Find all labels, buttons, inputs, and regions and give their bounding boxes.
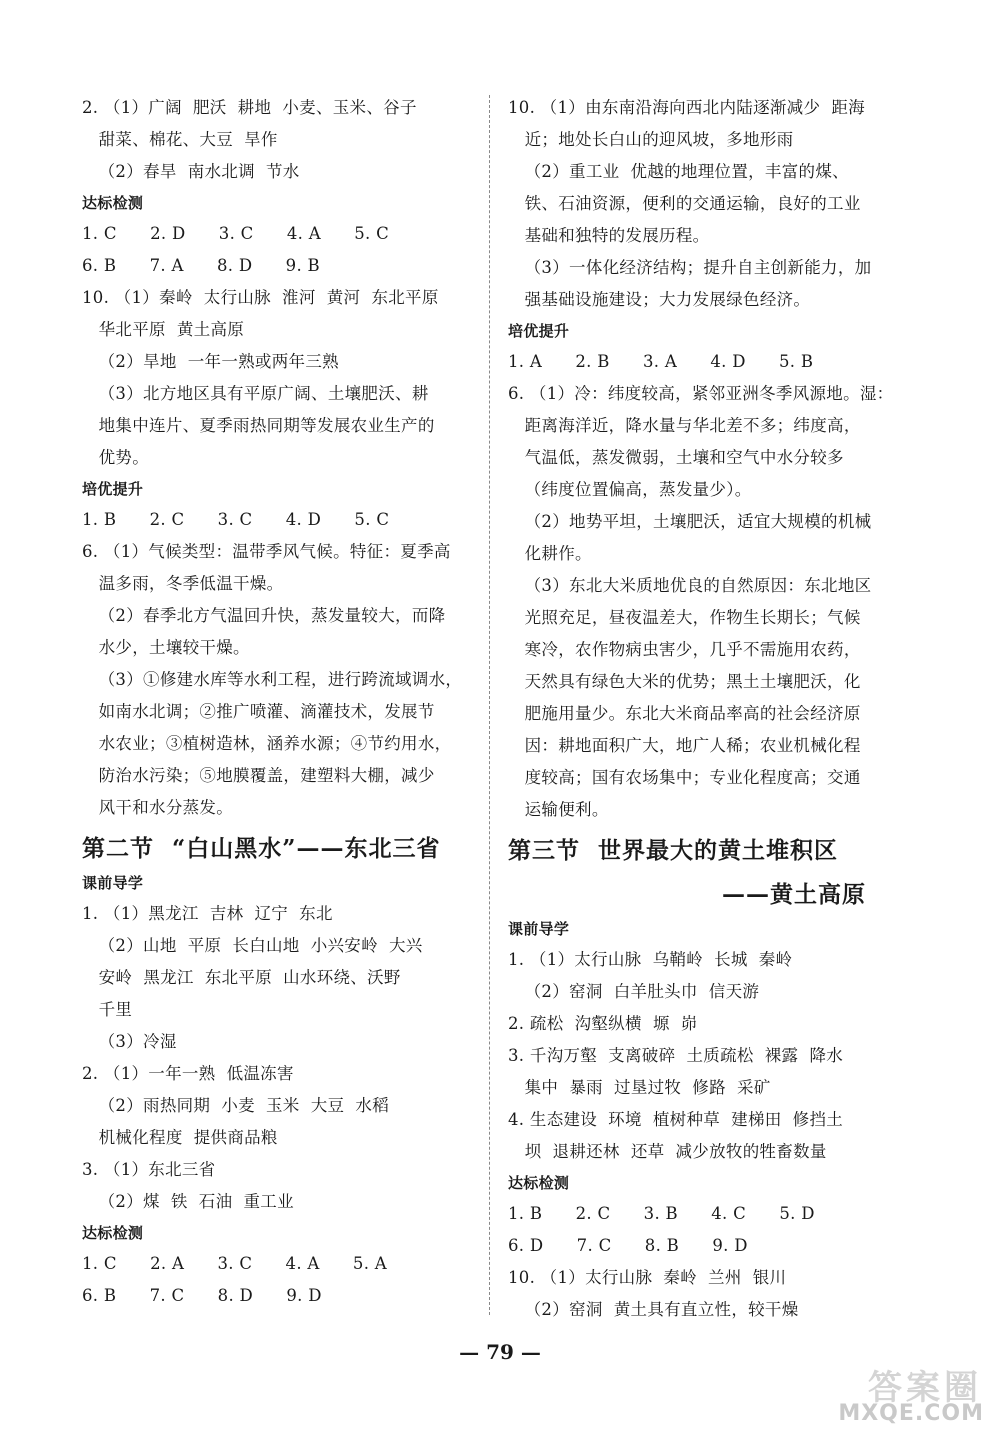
answer-line: 强基础设施建设；大力发展绿色经济。 bbox=[508, 290, 811, 309]
answer-line: （3）一体化经济结构；提升自主创新能力，加 bbox=[508, 258, 872, 277]
answer-line: （2）重工业 优越的地理位置，丰富的煤、 bbox=[508, 162, 849, 181]
subsection-heading: 达标检测 bbox=[82, 194, 144, 212]
answer-line: 因：耕地面积广大，地广人稀；农业机械化程 bbox=[508, 736, 861, 755]
answer-line: 温多雨，冬季低温干燥。 bbox=[82, 574, 284, 593]
page-number: — 79 — bbox=[459, 1340, 541, 1364]
answer-line: （2）山地 平原 长白山地 小兴安岭 大兴 bbox=[82, 936, 423, 955]
answer-line: 2. （1）一年一熟 低温冻害 bbox=[82, 1064, 294, 1083]
answer-line: 防治水污染；⑤地膜覆盖，建塑料大棚，减少 bbox=[82, 766, 435, 785]
answer-line: 10. （1）由东南沿海向西北内陆逐渐减少 距海 bbox=[508, 98, 865, 117]
left-column bbox=[82, 92, 476, 1312]
answer-line: （3）冷湿 bbox=[82, 1032, 177, 1051]
answer-line: 1. C 2. D 3. C 4. A 5. C bbox=[82, 224, 390, 243]
answer-line: 6. B 7. A 8. D 9. B bbox=[82, 256, 320, 275]
answer-line: 化耕作。 bbox=[508, 544, 592, 563]
right-column bbox=[508, 92, 906, 1326]
answer-line: 华北平原 黄土高原 bbox=[82, 320, 245, 339]
answer-line: 2. （1）广阔 肥沃 耕地 小麦、玉米、谷子 bbox=[82, 98, 417, 117]
answer-line: 距离海洋近，降水量与华北差不多；纬度高， bbox=[508, 416, 861, 435]
answer-line: （2）窑洞 黄土具有直立性，较干燥 bbox=[508, 1300, 799, 1319]
answer-line: （3）北方地区具有平原广阔、土壤肥沃、耕 bbox=[82, 384, 429, 403]
answer-line: 3. （1）东北三省 bbox=[82, 1160, 216, 1179]
answer-line: 2. 疏松 沟壑纵横 塬 峁 bbox=[508, 1014, 698, 1033]
answer-line: 运输便利。 bbox=[508, 800, 609, 819]
answer-line: 机械化程度 提供商品粮 bbox=[82, 1128, 278, 1147]
subsection-heading: 课前导学 bbox=[508, 920, 570, 938]
answer-line: 气温低，蒸发微弱，土壤和空气中水分较多 bbox=[508, 448, 844, 467]
answer-line: 1. C 2. A 3. C 4. A 5. A bbox=[82, 1254, 388, 1273]
answer-line: 光照充足，昼夜温差大，作物生长期长；气候 bbox=[508, 608, 861, 627]
answer-line: 6. （1）气候类型：温带季风气候。特征：夏季高 bbox=[82, 542, 451, 561]
watermark bbox=[810, 1360, 990, 1430]
answer-line: （2）春季北方气温回升快，蒸发量较大，而降 bbox=[82, 606, 446, 625]
answer-line: 水少，土壤较干燥。 bbox=[82, 638, 250, 657]
watermark-logo: 答案圈 bbox=[868, 1368, 982, 1408]
answer-line: 度较高；国有农场集中；专业化程度高；交通 bbox=[508, 768, 861, 787]
answer-line: 水农业；③植树造林，涵养水源；④节约用水， bbox=[82, 734, 452, 753]
subsection-heading: 培优提升 bbox=[82, 480, 144, 498]
answer-line: 6. B 7. C 8. D 9. D bbox=[82, 1286, 322, 1305]
answer-line: 1. B 2. C 3. C 4. D 5. C bbox=[82, 510, 390, 529]
answer-line: 风干和水分蒸发。 bbox=[82, 798, 234, 817]
answer-line: 甜菜、棉花、大豆 旱作 bbox=[82, 130, 278, 149]
answer-line: （2）煤 铁 石油 重工业 bbox=[82, 1192, 294, 1211]
section-title: 第三节 世界最大的黄土堆积区 bbox=[508, 837, 839, 864]
watermark-text: MXQE.COM bbox=[838, 1401, 984, 1426]
answer-line: 优势。 bbox=[82, 448, 150, 467]
answer-line: 4. 生态建设 环境 植树种草 建梯田 修挡土 bbox=[508, 1110, 844, 1129]
answer-line: 10. （1）太行山脉 秦岭 兰州 银川 bbox=[508, 1268, 787, 1287]
subsection-heading: 达标检测 bbox=[508, 1174, 570, 1192]
answer-line: （纬度位置偏高，蒸发量少）。 bbox=[508, 480, 752, 499]
answer-line: 肥施用量少。东北大米商品率高的社会经济原 bbox=[508, 704, 861, 723]
section-title-continued: ——黄土高原 bbox=[722, 881, 866, 908]
answer-line: （2）地势平坦，土壤肥沃，适宜大规模的机械 bbox=[508, 512, 872, 531]
answer-line: 寒冷，农作物病虫害少，几乎不需施用农药， bbox=[508, 640, 861, 659]
answer-line: 如南水北调；②推广喷灌、滴灌技术，发展节 bbox=[82, 702, 435, 721]
answer-line: 1. （1）太行山脉 乌鞘岭 长城 秦岭 bbox=[508, 950, 793, 969]
answer-line: 集中 暴雨 过垦过牧 修路 采矿 bbox=[508, 1078, 771, 1097]
answer-line: 1. B 2. C 3. B 4. C 5. D bbox=[508, 1204, 815, 1223]
answer-line: （2）春旱 南水北调 节水 bbox=[82, 162, 300, 181]
subsection-heading: 培优提升 bbox=[508, 322, 570, 340]
answer-line: 3. 千沟万壑 支离破碎 土质疏松 裸露 降水 bbox=[508, 1046, 844, 1065]
answer-line: （2）雨热同期 小麦 玉米 大豆 水稻 bbox=[82, 1096, 389, 1115]
answer-line: 天然具有绿色大米的优势；黑土土壤肥沃，化 bbox=[508, 672, 861, 691]
answer-line: 1. （1）黑龙江 吉林 辽宁 东北 bbox=[82, 904, 333, 923]
answer-line: （3）东北大米质地优良的自然原因：东北地区 bbox=[508, 576, 872, 595]
answer-line: 地集中连片、夏季雨热同期等发展农业生产的 bbox=[82, 416, 435, 435]
answer-line: 千里 bbox=[82, 1000, 133, 1019]
subsection-heading: 课前导学 bbox=[82, 874, 144, 892]
section-title: 第二节 “白山黑水”——东北三省 bbox=[82, 835, 441, 862]
answer-line: （3）①修建水库等水利工程，进行跨流域调水， bbox=[82, 670, 463, 689]
answer-line: 6. D 7. C 8. B 9. D bbox=[508, 1236, 748, 1255]
answer-line: 近；地处长白山的迎风坡，多地形雨 bbox=[508, 130, 794, 149]
answer-line: 坝 退耕还林 还草 减少放牧的牲畜数量 bbox=[508, 1142, 827, 1161]
answer-line: 10. （1）秦岭 太行山脉 淮河 黄河 东北平原 bbox=[82, 288, 439, 307]
column-divider bbox=[489, 95, 490, 1315]
answer-line: （2）旱地 一年一熟或两年三熟 bbox=[82, 352, 339, 371]
answer-line: 基础和独特的发展历程。 bbox=[508, 226, 710, 245]
answer-line: 铁、石油资源，便利的交通运输，良好的工业 bbox=[508, 194, 861, 213]
answer-line: 1. A 2. B 3. A 4. D 5. B bbox=[508, 352, 814, 371]
answer-line: 6. （1）冷：纬度较高，紧邻亚洲冬季风源地。湿： bbox=[508, 384, 894, 403]
answer-line: （2）窑洞 白羊肚头巾 信天游 bbox=[508, 982, 760, 1001]
answer-line: 安岭 黑龙江 东北平原 山水环绕、沃野 bbox=[82, 968, 401, 987]
subsection-heading: 达标检测 bbox=[82, 1224, 144, 1242]
